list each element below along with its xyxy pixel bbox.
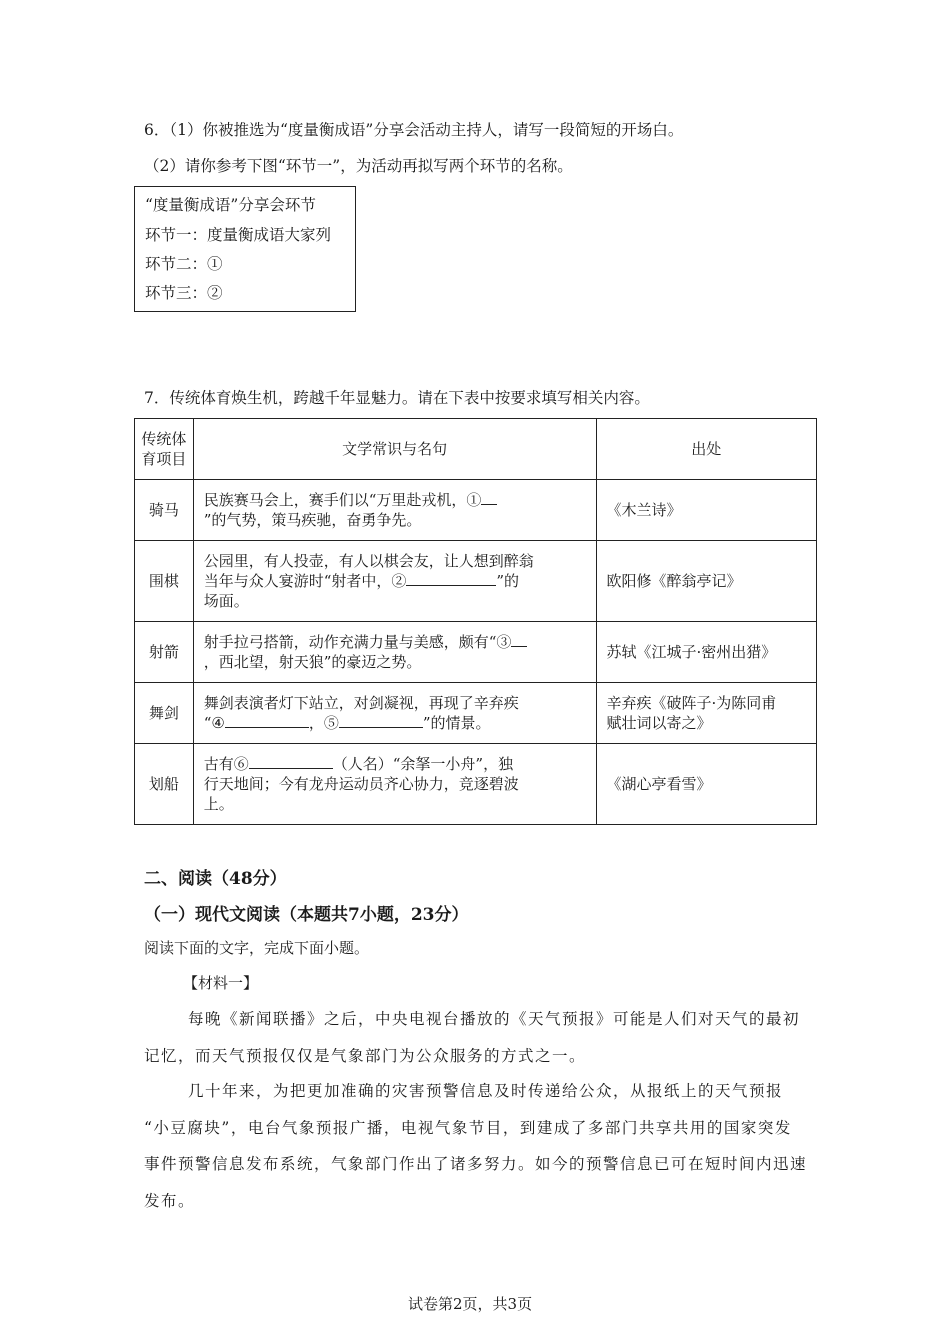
row-text: 舞剑表演者灯下站立，对剑凝视，再现了辛弃疾 [203,694,519,712]
table-row [135,541,817,622]
row-text: ”的情景。 [422,714,491,732]
row-project: 射箭 [135,622,194,683]
reading-instruction: 阅读下面的文字，完成下面小题。 [144,939,370,957]
row-project: 舞剑 [135,683,194,744]
q6-activity-box [134,186,356,312]
paragraph-line: 发布。 [144,1192,196,1210]
q7-prompt: 7．传统体育焕生机，跨越千年显魅力。请在下表中按要求填写相关内容。 [144,389,650,407]
row-content [193,541,596,622]
answer-blank [406,571,496,586]
row-source: 《湖心亭看雪》 [596,744,816,825]
material-label: 【材料一】 [183,974,259,992]
row-text: ”的 [496,572,520,590]
row-text: 射手拉弓搭箭，动作充满力量与美感，颇有“③ [203,633,512,651]
paragraph-line: 几十年来，为把更加准确的灾害预警信息及时传递给公众，从报纸上的天气预报 [188,1082,784,1100]
row-content [193,744,596,825]
row-source: 苏轼《江城子·密州出猎》 [596,622,816,683]
answer-blank [511,632,527,647]
table-row [135,480,817,541]
row-text: 当年与众人宴游时“射者中，② [203,572,407,590]
table-row [135,622,817,683]
row-text: ，西北望，射天狼”的豪迈之势。 [203,653,422,671]
row-text: “④ [203,714,225,732]
answer-blank [481,490,497,505]
row-text: 场面。 [203,592,249,610]
subsection-heading: （一）现代文阅读（本题共7小题，23分） [144,905,469,925]
box-line-3: 环节三：② [145,284,223,302]
row-content [193,683,596,744]
page-footer: 试卷第2页，共3页 [408,1295,533,1313]
header-content: 文学常识与名句 [193,419,596,480]
row-text: 公园里，有人投壶，有人以棋会友，让人想到醉翁 [203,552,534,570]
table-row [135,744,817,825]
row-source: 《木兰诗》 [596,480,816,541]
box-line-1: 环节一：度量衡成语大家列 [145,226,332,244]
row-content [193,480,596,541]
table-row [135,683,817,744]
row-text: 民族赛马会上，赛手们以“万里赴戎机，① [203,491,482,509]
paragraph-line: “小豆腐块”，电台气象预报广播，电视气象节目，到建成了多部门共享共用的国家突发 [144,1119,792,1137]
paragraph-line: 每晚《新闻联播》之后，中央电视台播放的《天气预报》可能是人们对天气的最初 [188,1010,801,1028]
row-source-line: 赋壮词以寄之》 [606,714,712,732]
section-heading: 二、阅读（48分） [144,869,287,889]
row-text: ”的气势，策马疾驰，奋勇争先。 [203,511,422,529]
answer-blank [225,713,309,728]
q6-part1: 6．（1）你被推选为“度量衡成语”分享会活动主持人，请写一段简短的开场白。 [144,121,684,139]
row-project: 骑马 [135,480,194,541]
table-header-row [135,419,817,480]
header-source: 出处 [596,419,816,480]
row-source: 欧阳修《醉翁亭记》 [596,541,816,622]
box-title: “度量衡成语”分享会环节 [145,196,316,214]
sports-table [134,418,817,825]
row-source-line: 辛弃疾《破阵子·为陈同甫 [606,694,777,712]
row-source [596,683,816,744]
row-text: 行天地间；今有龙舟运动员齐心协力，竞逐碧波 [203,775,519,793]
answer-blank [339,713,423,728]
header-project-line2: 育项目 [141,450,187,468]
paragraph-line: 记忆，而天气预报仅仅是气象部门为公众服务的方式之一。 [144,1047,587,1065]
row-project: 划船 [135,744,194,825]
row-text: ，⑤ [308,714,339,732]
paragraph-line: 事件预警信息发布系统，气象部门作出了诸多努力。如今的预警信息已可在短时间内迅速 [144,1155,808,1173]
row-project: 围棋 [135,541,194,622]
row-text: 上。 [203,795,234,813]
box-line-2: 环节二：① [145,255,223,273]
q6-part2: （2）请你参考下图“环节一”，为活动再拟写两个环节的名称。 [144,157,573,175]
header-project-line1: 传统体 [141,430,187,448]
answer-blank [249,754,333,769]
row-text: （人名）“余拏一小舟”，独 [332,755,514,773]
row-text: 古有⑥ [203,755,249,773]
header-project [135,419,194,480]
row-content [193,622,596,683]
